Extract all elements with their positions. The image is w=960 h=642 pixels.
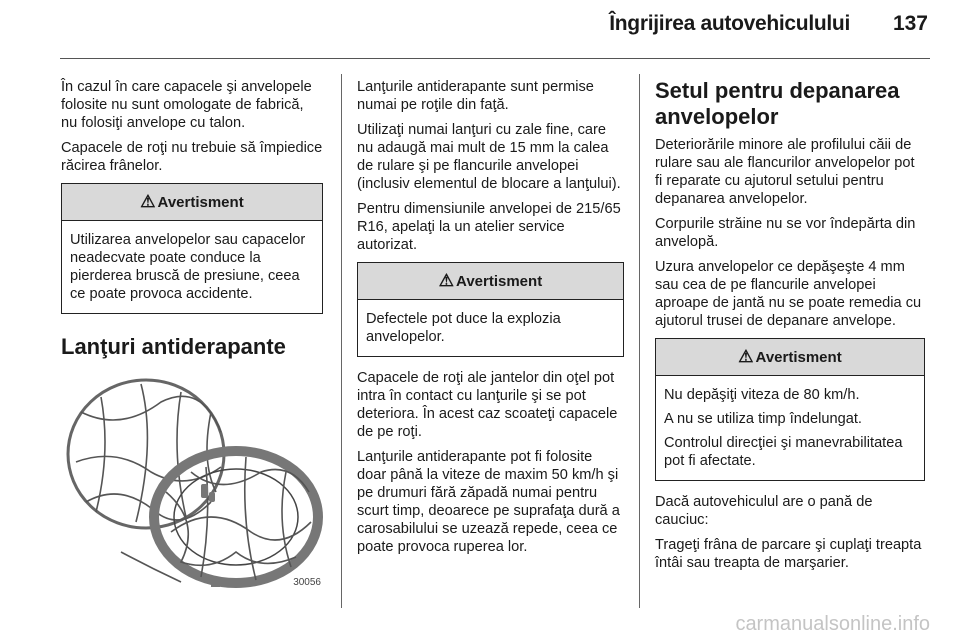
- column-divider-1: [341, 74, 342, 608]
- page-number: 137: [892, 12, 928, 35]
- warning-title: Avertisment: [157, 193, 244, 211]
- illustration-code: 30056: [293, 577, 321, 588]
- warning-header: [62, 184, 322, 221]
- warning-title: Avertisment: [755, 348, 842, 366]
- paragraph: Corpurile străine nu se vor îndepărta din anvelopă.: [655, 216, 916, 250]
- warning-box: [655, 338, 925, 481]
- warning-line: Nu depăşiţi viteza de 80 km/h.: [664, 387, 860, 403]
- paragraph: Dacă autovehiculul are o pană de cauciuc:: [655, 494, 873, 528]
- paragraph: Deteriorările minore ale profilului căii de rulare sau ale flancurilor anvelopelor pot fi reparate cu ajutorul setului pentru depanarea anvelopelor.: [655, 137, 915, 207]
- paragraph: Trageţi frâna de parcare şi cuplaţi treapta întâi sau treapta de marşarier.: [655, 537, 922, 571]
- section-heading-tyre-repair-kit: Setul pentru depanarea anvelopelor: [655, 78, 900, 129]
- warning-triangle-icon: ⚠: [438, 271, 455, 290]
- warning-text: Utilizarea anvelopelor sau capacelor neadecvate poate conduce la pierderea bruscă de presiune, ceea ce poate provoca accidente.: [70, 232, 306, 302]
- paragraph: Pentru dimensiunile anvelopei de 215/65 R16, apelaţi la un atelier service autorizat.: [357, 201, 621, 253]
- snow-chains-illustration: [61, 372, 323, 590]
- warning-body: [62, 221, 322, 313]
- warning-line: A nu se utiliza timp îndelungat.: [664, 411, 862, 427]
- warning-body: [358, 300, 623, 356]
- paragraph: Utilizaţi numai lanţuri cu zale fine, care nu adaugă mai mult de 15 mm la calea de rulare şi pe flancurile anvelopei (inclusiv elementul de blocare a lanţului).: [357, 122, 621, 192]
- watermark: carmanualsonline.info: [735, 613, 930, 635]
- header-title: Îngrijirea autovehiculului: [609, 12, 850, 35]
- column-3: [655, 78, 925, 579]
- section-heading-snow-chains: Lanţuri antiderapante: [61, 334, 286, 359]
- paragraph: În cazul în care capacele şi anvelopele folosite nu sunt omologate de fabrică, nu folosiţi anvelope cu talon.: [61, 79, 312, 131]
- paragraph: Capacele de roţi nu trebuie să împiedice răcirea frânelor.: [61, 140, 323, 174]
- warning-box: [61, 183, 323, 314]
- paragraph: Lanţurile antiderapante pot fi folosite doar până la viteze de maxim 50 km/h şi pe drumuri fără zăpadă numai pentru scurt timp, deoarece pe suprafaţa dură a carosabilului se uzează repede, ceea ce poate provoca ruperea lor.: [357, 449, 620, 555]
- paragraph: Capacele de roţi ale jantelor din oţel pot intra în contact cu lanţurile şi se pot deteriora. În acest caz scoateţi capacele de pe roţi.: [357, 370, 618, 440]
- warning-box: [357, 262, 624, 357]
- column-2: [357, 78, 624, 563]
- warning-title: Avertisment: [456, 272, 543, 290]
- paragraph: Lanţurile antiderapante sunt permise numai pe roţile din faţă.: [357, 79, 594, 113]
- warning-line: Controlul direcţiei şi manevrabilitatea pot fi afectate.: [664, 435, 903, 469]
- paragraph: Uzura anvelopelor ce depăşeşte 4 mm sau cea de pe flancurile anvelopei aproape de jantă nu se poate remedia cu ajutorul trusei de depanare anvelope.: [655, 259, 922, 329]
- warning-text: Defectele pot duce la explozia anvelopelor.: [366, 311, 561, 345]
- snow-chains-drawing: [61, 372, 323, 590]
- warning-triangle-icon: ⚠: [140, 192, 156, 211]
- column-1: [61, 78, 323, 590]
- column-divider-2: [639, 74, 640, 608]
- warning-body: [656, 376, 924, 480]
- warning-header: [358, 263, 623, 300]
- warning-header: [656, 339, 924, 376]
- header-divider: [60, 58, 930, 59]
- warning-triangle-icon: ⚠: [738, 347, 754, 366]
